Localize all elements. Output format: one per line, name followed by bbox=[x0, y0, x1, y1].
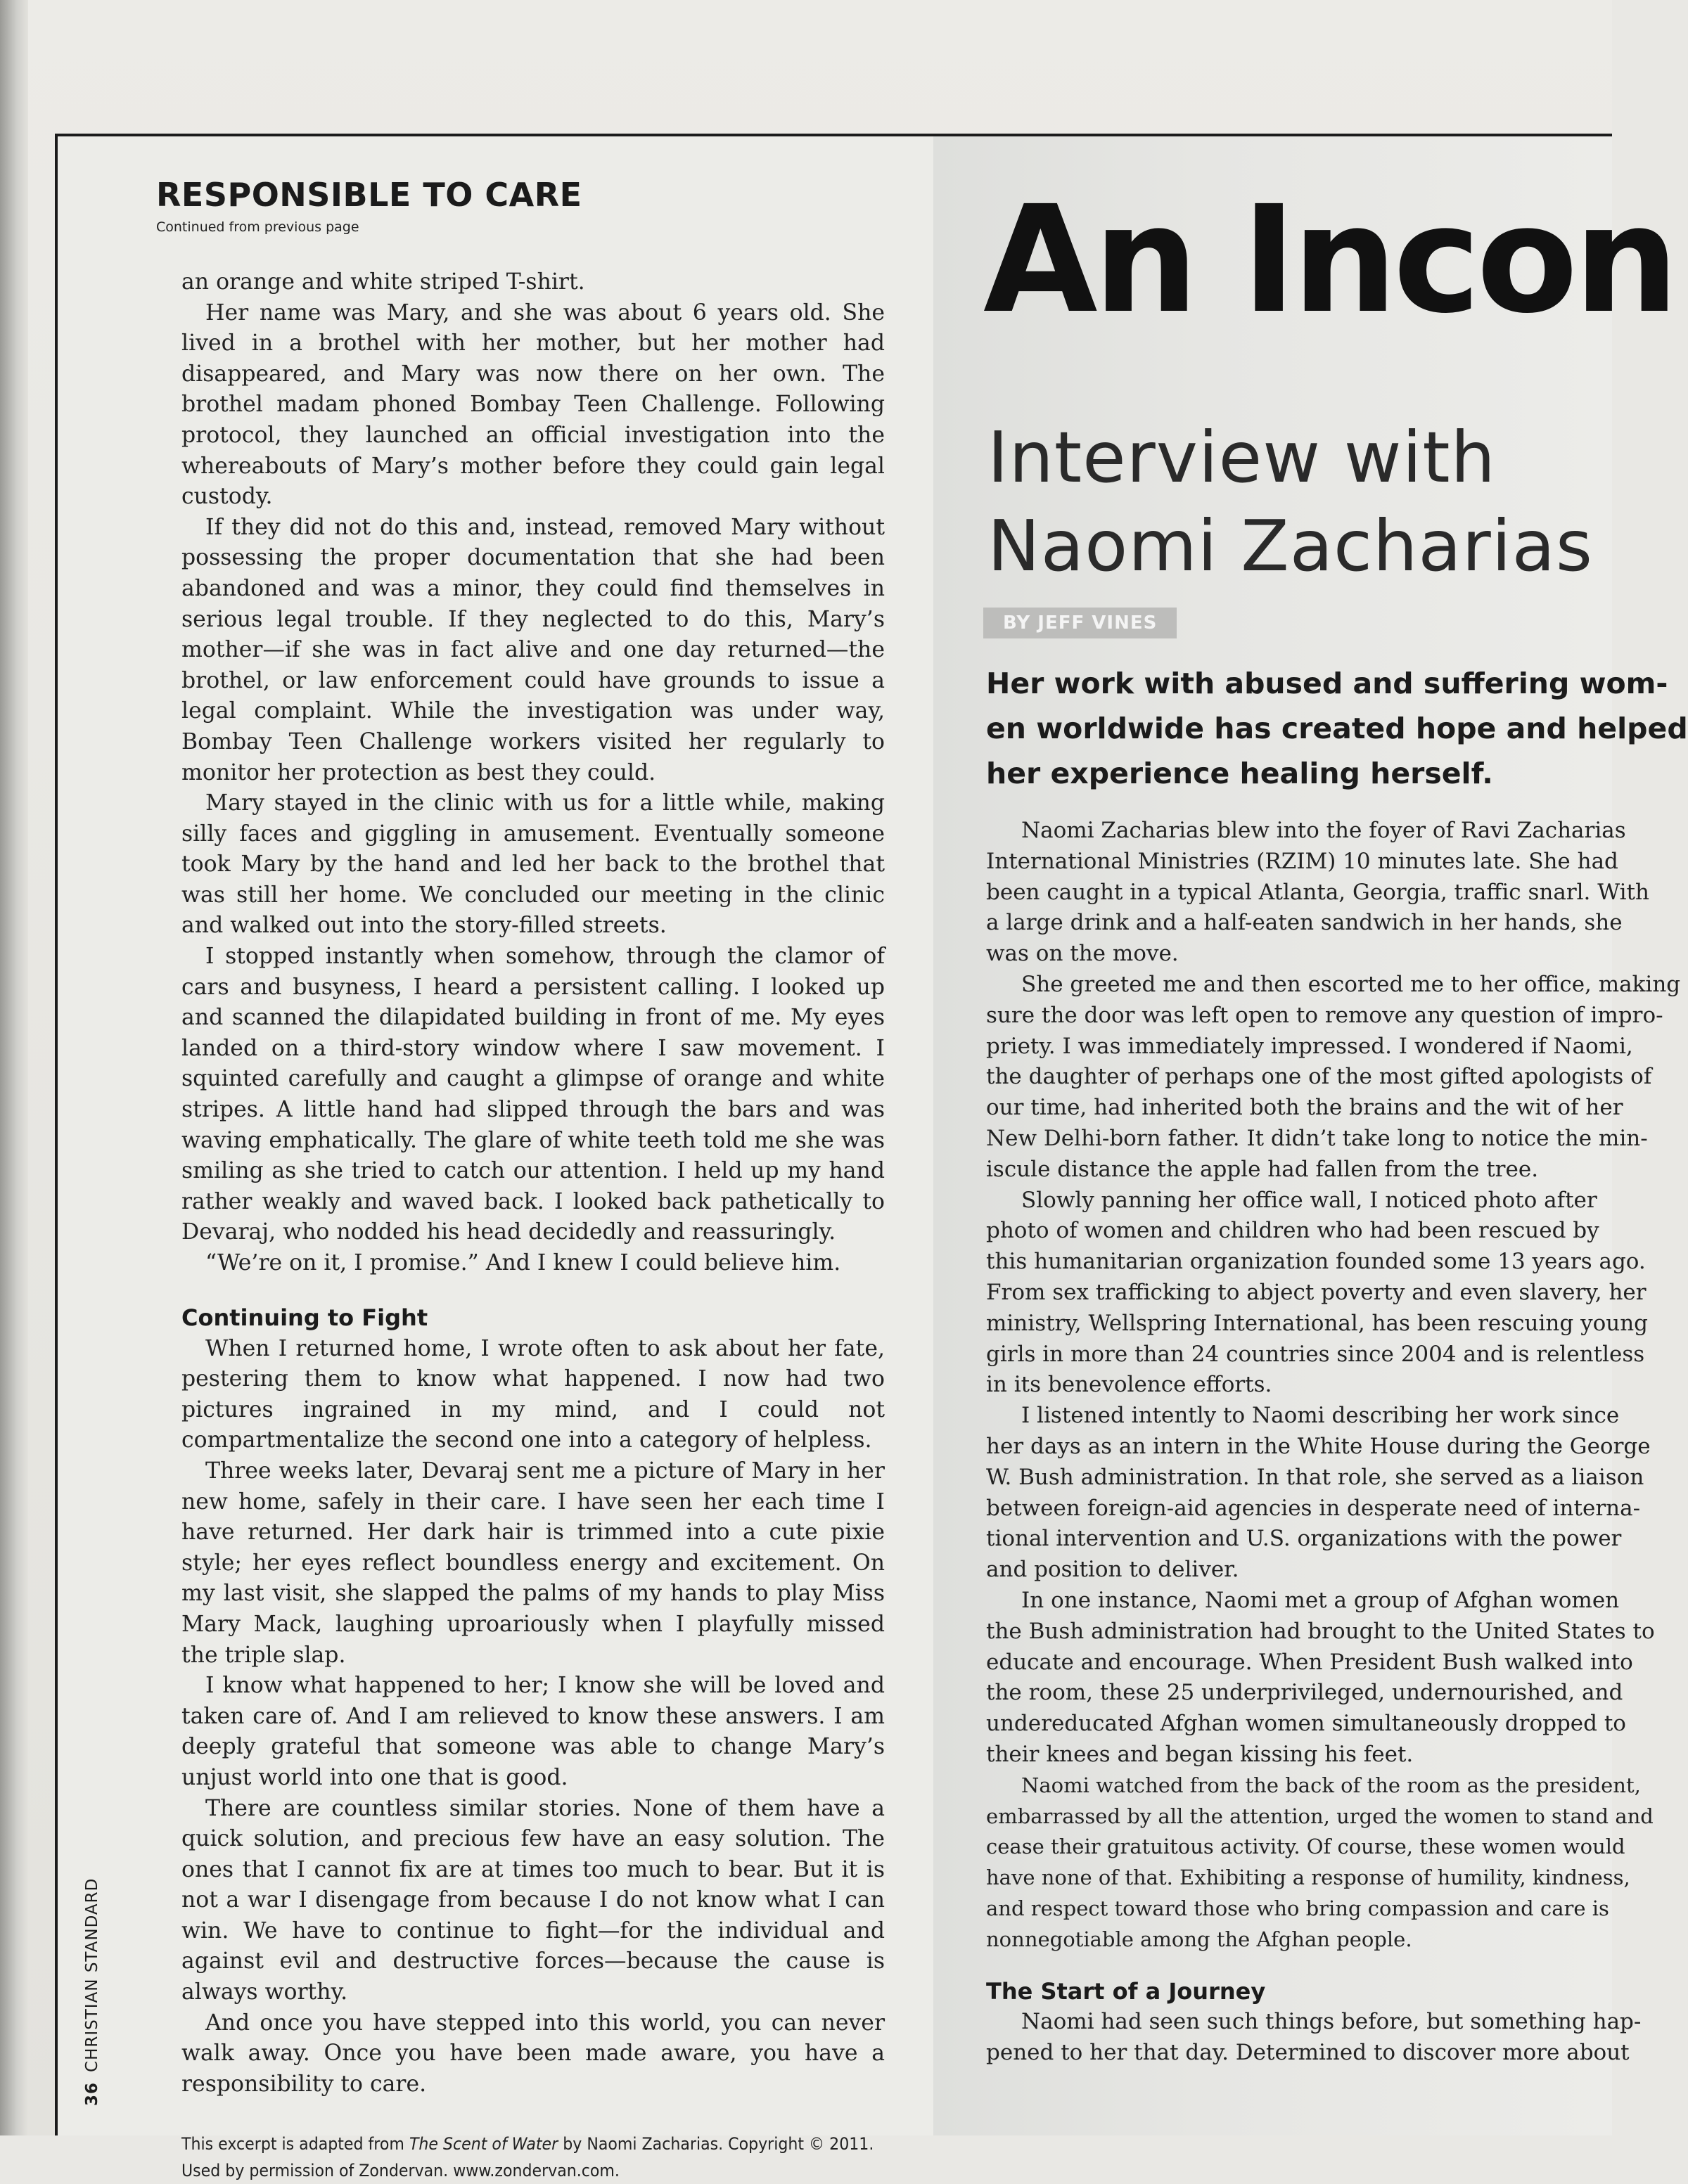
page-folio bbox=[83, 1878, 101, 2106]
deck-line: en worldwide has created hope and helped bbox=[986, 712, 1688, 745]
text-line: in its benevolence efforts. bbox=[986, 1372, 1272, 1398]
paragraph: And once you have stepped into this world, you can never walk away. Once you have been made aware, you have a responsibility to care. bbox=[181, 2010, 885, 2097]
headline: An Incon bbox=[983, 174, 1675, 346]
paragraph: If they did not do this and, instead, removed Mary without possessing the proper documentation that she had been abandoned and was a minor, they could find themselves in serious legal trouble. If they neglected to do this, Mary’s mother—if she was in fact alive and one day returned—the brothel, or law enforcement could have grounds to issue a legal complaint. While the investigation was under way, Bombay Teen Challenge workers visited her regularly to monitor her protection as best they could. bbox=[181, 514, 885, 785]
paragraph bbox=[986, 816, 1649, 970]
paragraph bbox=[986, 1186, 1649, 1401]
subhead bbox=[987, 413, 1593, 591]
subhead-line: Naomi Zacharias bbox=[987, 505, 1593, 587]
text-line: educate and encourage. When President Bush walked into bbox=[986, 1649, 1633, 1675]
text-line: have none of that. Exhibiting a response of humility, kindness, bbox=[986, 1865, 1630, 1890]
left-article-body bbox=[181, 267, 885, 2184]
text-line: was on the move. bbox=[986, 941, 1179, 967]
deck-line: Her work with abused and suffering wom- bbox=[986, 667, 1668, 700]
text-line: the Bush administration had brought to the United States to bbox=[986, 1618, 1655, 1644]
text-line: priety. I was immediately impressed. I wondered if Naomi, bbox=[986, 1033, 1633, 1059]
text-line: photo of women and children who had been rescued by bbox=[986, 1218, 1599, 1244]
text-line: embarrassed by all the attention, urged the women to stand and bbox=[986, 1804, 1654, 1828]
page-number: 36 bbox=[83, 2081, 101, 2106]
right-column-clip bbox=[933, 136, 1688, 2135]
text-line: undereducated Afghan women simultaneously dropped to bbox=[986, 1711, 1626, 1737]
paragraph: There are countless similar stories. None of them have a quick solution, and precious few have an easy solution. The ones that I cannot fix are at times too much to bear. But it is not a war I disengage from because I do not know what I can win. We have to continue to fight—for the individual and against evil and destructive forces—because the cause is always worthy. bbox=[181, 1795, 885, 2005]
text-line: From sex trafficking to abject poverty and even slavery, her bbox=[986, 1279, 1647, 1305]
deck-line: her experience healing herself. bbox=[986, 757, 1493, 790]
right-article-body bbox=[986, 816, 1681, 2069]
text-line: sure the door was left open to remove any question of impro- bbox=[986, 1002, 1663, 1028]
subheading-start-of-journey: The Start of a Journey bbox=[986, 1978, 1266, 2005]
text-line: In one instance, Naomi met a group of Afghan women bbox=[1021, 1587, 1620, 1613]
text-line: their knees and began kissing his feet. bbox=[986, 1741, 1414, 1767]
text-line: International Ministries (RZIM) 10 minutes late. She had bbox=[986, 848, 1618, 874]
publication-name: CHRISTIAN STANDARD bbox=[83, 1877, 101, 2072]
text-line: She greeted me and then escorted me to her office, making bbox=[1021, 971, 1681, 997]
text-line: iscule distance the apple had fallen from the tree. bbox=[986, 1156, 1539, 1182]
paragraph bbox=[986, 1771, 1654, 1955]
text-line: been caught in a typical Atlanta, Georgia, traffic snarl. With bbox=[986, 879, 1649, 905]
paragraph: I know what happened to her; I know she will be loved and taken care of. And I am relieved to know these answers. I am deeply grateful that someone was able to change Mary’s unjust world into one that is good. bbox=[181, 1673, 885, 1790]
text-line: and respect toward those who bring compassion and care is bbox=[986, 1896, 1609, 1920]
text-line: Naomi had seen such things before, but something hap- bbox=[1021, 2009, 1642, 2035]
text-line: the room, these 25 underprivileged, undernourished, and bbox=[986, 1680, 1623, 1706]
paragraph: Mary stayed in the clinic with us for a little while, making silly faces and giggling in amusement. Eventually someone took Mary by the hand and led her back to the brothel that was still her home. We concluded our meeting in the clinic and walked out into the story-filled streets. bbox=[181, 790, 885, 939]
excerpt-credit bbox=[181, 2131, 881, 2184]
text-line: this humanitarian organization founded some 13 years ago. bbox=[986, 1249, 1646, 1275]
paragraph bbox=[986, 1401, 1651, 1586]
text-line: nonnegotiable among the Afghan people. bbox=[986, 1927, 1412, 1951]
text-line: our time, had inherited both the brains and the wit of her bbox=[986, 1095, 1623, 1121]
text-line: girls in more than 24 countries since 2004 and is relentless bbox=[986, 1341, 1645, 1367]
subheading-continuing-to-fight: Continuing to Fight bbox=[181, 1304, 428, 1331]
text-line: the daughter of perhaps one of the most gifted apologists of bbox=[986, 1064, 1652, 1090]
text-line: Naomi watched from the back of the room as the president, bbox=[1021, 1773, 1641, 1797]
credit-suffix: by Naomi Zacharias. Copyright © 2011. Used by permission of Zondervan. www.zondervan.com. bbox=[181, 2134, 874, 2181]
credit-prefix: This excerpt is adapted from bbox=[181, 2134, 409, 2154]
paragraph: I stopped instantly when somehow, through the clamor of cars and busyness, I heard a persistent calling. I looked up and scanned the dilapidated building in front of me. My eyes landed on a third-story window where I saw movement. I squinted carefully and caught a glimpse of orange and white stripes. A little hand had slipped through the bars and was waving emphatically. The glare of white teeth told me she was smiling as she tried to catch our attention. I held up my hand rather weakly and waved back. I looked back pathetically to Devaraj, who nodded his head decidedly and reassuringly. bbox=[181, 944, 885, 1245]
deck bbox=[986, 661, 1688, 796]
paragraph bbox=[986, 2007, 1642, 2069]
text-line: New Delhi-born father. It didn’t take long to notice the min- bbox=[986, 1125, 1648, 1151]
text-line: a large drink and a half-eaten sandwich in her hands, she bbox=[986, 910, 1623, 936]
paragraph: Three weeks later, Devaraj sent me a picture of Mary in her new home, safely in their care. I have seen her each time I have returned. Her dark hair is trimmed into a cute pixie style; her eyes reflect boundless energy and excitement. On my last visit, she slapped the palms of my hands to play Miss Mary Mack, laughing uproariously when I playfully missed the triple slap. bbox=[181, 1458, 885, 1668]
text-line: between foreign-aid agencies in desperate need of interna- bbox=[986, 1495, 1641, 1521]
text-line: tional intervention and U.S. organizations with the power bbox=[986, 1526, 1622, 1552]
paragraph: When I returned home, I wrote often to ask about her fate, pestering them to know what happened. I now had two pictures ingrained in my mind, and I could not compartmentalize the second one into a category of helpless. bbox=[181, 1335, 885, 1453]
section-subtitle: Continued from previous page bbox=[156, 219, 359, 235]
text-line: Naomi Zacharias blew into the foyer of Ravi Zacharias bbox=[1021, 818, 1626, 843]
text-line: ministry, Wellspring International, has been rescuing young bbox=[986, 1310, 1649, 1336]
subhead-line: Interview with bbox=[987, 416, 1496, 499]
text-line: W. Bush administration. In that role, she served as a liaison bbox=[986, 1464, 1644, 1490]
text-line: cease their gratuitous activity. Of course, these women would bbox=[986, 1835, 1625, 1859]
text-line: and position to deliver. bbox=[986, 1557, 1239, 1583]
text-line: pened to her that day. Determined to discover more about bbox=[986, 2040, 1630, 2066]
paragraph: “We’re on it, I promise.” And I knew I could believe him. bbox=[205, 1250, 841, 1276]
text-line: her days as an intern in the White House during the George bbox=[986, 1433, 1651, 1459]
paragraph bbox=[986, 1586, 1655, 1771]
section-title: RESPONSIBLE TO CARE bbox=[156, 176, 582, 214]
text-line: I listened intently to Naomi describing her work since bbox=[1021, 1403, 1620, 1429]
paragraph: Her name was Mary, and she was about 6 years old. She lived in a brothel with her mother, but her mother had disappeared, and Mary was now there on her own. The brothel madam phoned Bombay Teen Challenge. Following protocol, they launched an official investigation into the whereabouts of Mary’s mother before they could gain legal custody. bbox=[181, 300, 885, 510]
paragraph: an orange and white striped T-shirt. bbox=[181, 269, 585, 295]
page-edge-shadow bbox=[0, 0, 28, 2135]
credit-book-title: The Scent of Water bbox=[409, 2134, 558, 2154]
text-line: Slowly panning her office wall, I noticed photo after bbox=[1021, 1187, 1597, 1213]
paragraph bbox=[986, 970, 1681, 1186]
byline: BY JEFF VINES bbox=[983, 608, 1177, 638]
